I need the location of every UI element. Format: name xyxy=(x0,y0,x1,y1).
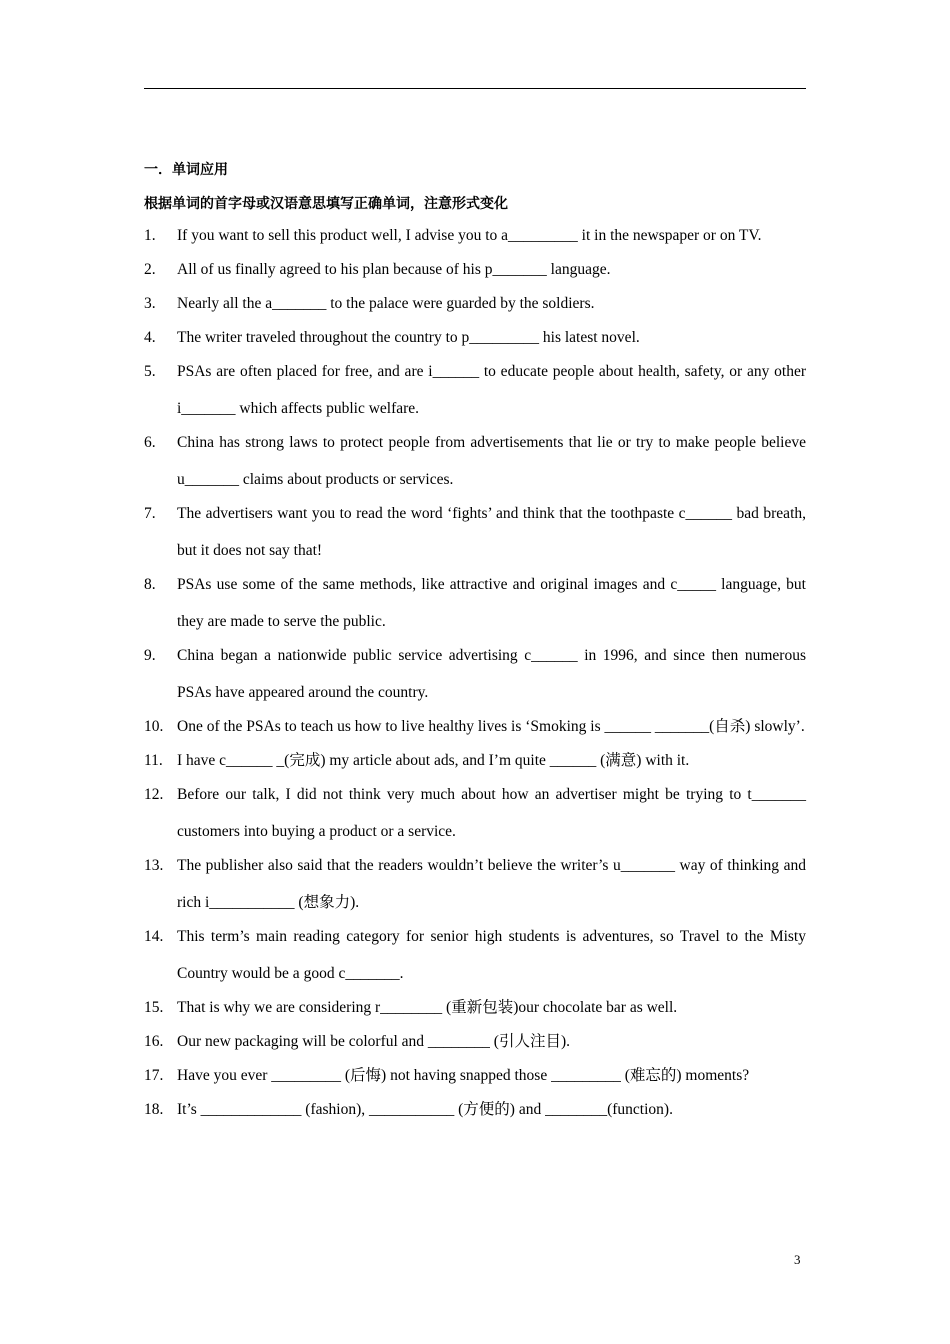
question-number: 14. xyxy=(144,928,164,945)
question-item xyxy=(144,847,806,921)
question-text: Nearly all the a_______ to the palace were guarded by the soldiers. xyxy=(177,295,595,312)
worksheet-body xyxy=(144,160,806,1125)
question-number: 3. xyxy=(144,295,156,312)
question-number: 16. xyxy=(144,1033,164,1050)
question-item xyxy=(144,918,806,992)
question-item xyxy=(144,285,806,322)
question-number: 15. xyxy=(144,999,164,1016)
question-text: PSAs use some of the same methods, like attractive and original images and c_____ language, but they are made to serve the public. xyxy=(177,576,806,630)
question-text: All of us finally agreed to his plan because of his p_______ language. xyxy=(177,261,611,278)
question-text: China began a nationwide public service advertising c______ in 1996, and since then numerous PSAs have appeared around the country. xyxy=(177,647,806,701)
question-item xyxy=(144,566,806,640)
question-number: 1. xyxy=(144,227,156,244)
question-number: 9. xyxy=(144,647,156,664)
question-item xyxy=(144,217,806,254)
question-number: 12. xyxy=(144,786,164,803)
question-text: If you want to sell this product well, I advise you to a_________ it in the newspaper or on TV. xyxy=(177,227,762,244)
question-text: The writer traveled throughout the country to p_________ his latest novel. xyxy=(177,329,640,346)
question-item xyxy=(144,319,806,356)
question-text: Have you ever _________ (后悔) not having snapped those _________ (难忘的) moments? xyxy=(177,1067,750,1084)
question-text: One of the PSAs to teach us how to live healthy lives is ‘Smoking is ______ _______(自杀) slowly’. xyxy=(177,718,805,735)
question-item xyxy=(144,1057,806,1094)
question-text: This term’s main reading category for senior high students is adventures, so Travel to the Misty Country would be a good c_______. xyxy=(177,928,806,982)
question-number: 17. xyxy=(144,1067,164,1084)
question-text: The advertisers want you to read the word ‘fights’ and think that the toothpaste c______ bad breath, but it does not say that! xyxy=(177,505,806,559)
question-number: 4. xyxy=(144,329,156,346)
question-text: It’s _____________ (fashion), ___________ (方便的) and ________(function). xyxy=(177,1101,673,1118)
header-rule xyxy=(144,88,806,89)
question-text: Before our talk, I did not think very much about how an advertiser might be trying to t_______ customers into buying a product or a service. xyxy=(177,786,806,840)
question-item xyxy=(144,353,806,427)
question-number: 18. xyxy=(144,1101,164,1118)
question-item xyxy=(144,708,806,745)
question-text: The publisher also said that the readers wouldn’t believe the writer’s u_______ way of thinking and rich i___________ (想象力). xyxy=(177,857,806,911)
question-number: 7. xyxy=(144,505,156,522)
question-item xyxy=(144,637,806,711)
question-number: 8. xyxy=(144,576,156,593)
section-title: 一．单词应用 xyxy=(144,162,228,178)
question-number: 11. xyxy=(144,752,163,769)
question-number: 10. xyxy=(144,718,164,735)
section-instruction: 根据单词的首字母或汉语意思填写正确单词，注意形式变化 xyxy=(144,196,508,212)
question-number: 13. xyxy=(144,857,164,874)
question-number: 6. xyxy=(144,434,156,451)
question-item xyxy=(144,742,806,779)
question-text: Our new packaging will be colorful and ________ (引人注目). xyxy=(177,1033,571,1050)
page-number: 3 xyxy=(794,1252,801,1267)
question-item xyxy=(144,424,806,498)
question-item xyxy=(144,1091,806,1128)
question-item xyxy=(144,495,806,569)
question-item xyxy=(144,1023,806,1060)
question-item xyxy=(144,776,806,850)
question-item xyxy=(144,989,806,1026)
question-number: 5. xyxy=(144,363,156,380)
question-item xyxy=(144,251,806,288)
question-number: 2. xyxy=(144,261,156,278)
question-text: That is why we are considering r________ (重新包装)our chocolate bar as well. xyxy=(177,999,678,1016)
question-text: I have c______ _(完成) my article about ads, and I’m quite ______ (满意) with it. xyxy=(177,752,690,769)
question-text: China has strong laws to protect people from advertisements that lie or try to make people believe u_______ claims about products or services. xyxy=(177,434,806,488)
question-text: PSAs are often placed for free, and are i______ to educate people about health, safety, or any other i_______ which affects public welfare. xyxy=(177,363,806,417)
